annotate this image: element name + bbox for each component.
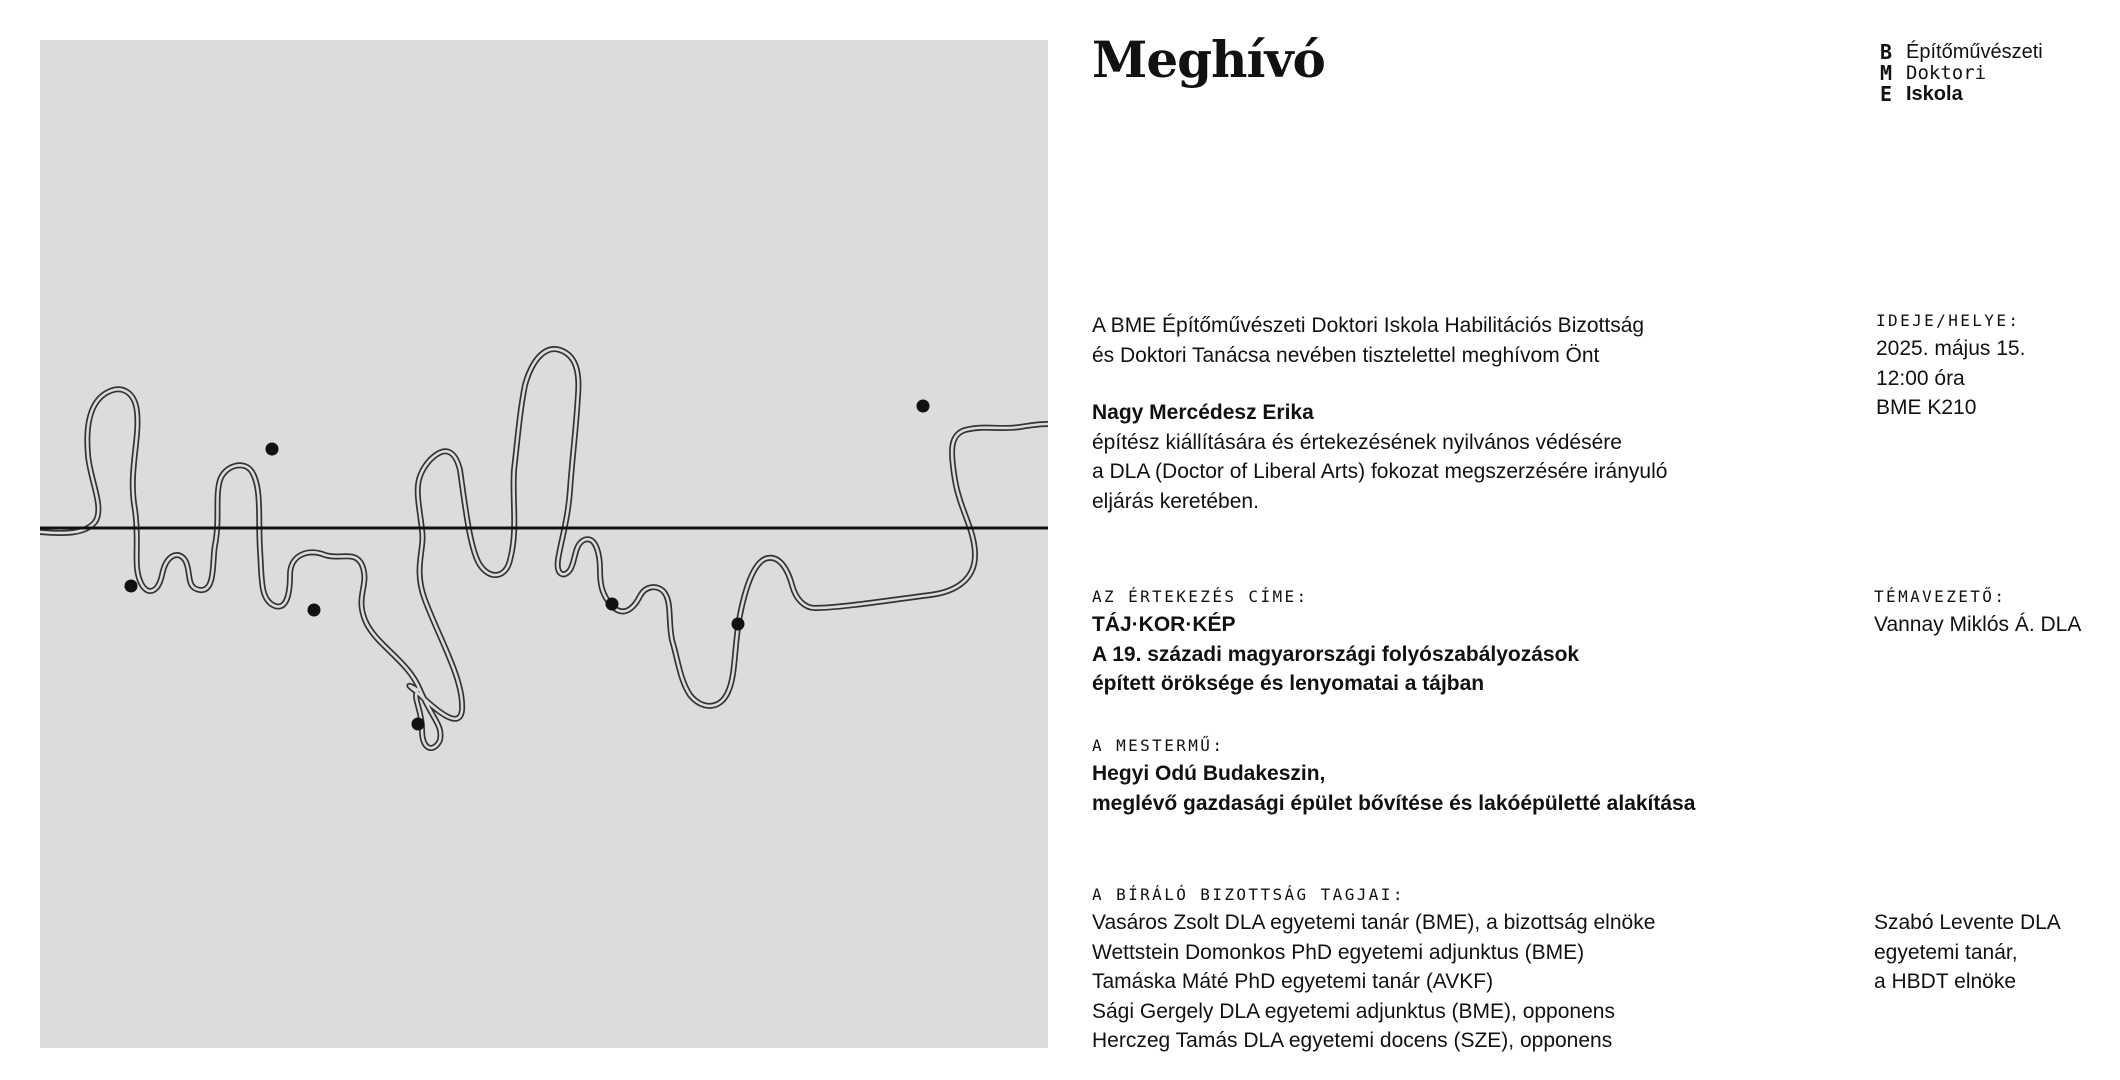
masterwork-label: A MESTERMŰ:	[1092, 736, 1225, 755]
time-place	[1876, 308, 2025, 423]
river-point	[412, 718, 425, 731]
supervisor-section	[1874, 584, 2081, 640]
committee-member: Herczeg Tamás DLA egyetemi docens (SZE), opponens	[1092, 1029, 1613, 1052]
river-drawing	[40, 40, 1048, 1048]
masterwork-section	[1092, 733, 1695, 818]
thesis-section	[1092, 584, 1579, 699]
committee-member: Tamáska Máté PhD egyetemi tanár (AVKF)	[1092, 970, 1494, 993]
committee-member: Wettstein Domonkos PhD egyetemi adjunktus (BME)	[1092, 940, 1585, 964]
candidate-name: Nagy Mercédesz Erika	[1092, 401, 1314, 424]
spacer	[1092, 370, 1667, 398]
logo-letter: E	[1880, 82, 1893, 106]
committee-label: A BÍRÁLÓ BIZOTTSÁG TAGJAI:	[1092, 885, 1405, 904]
logo-row	[1880, 84, 2043, 105]
logo-word: Építőművészeti	[1906, 41, 2043, 63]
river-outer-stroke	[40, 349, 1048, 748]
logo-row	[1880, 42, 2043, 63]
time-place-label: IDEJE/HELYE:	[1876, 311, 2021, 330]
thesis-title-line: A 19. századi magyarországi folyószabályozások	[1092, 642, 1580, 666]
supervisor-label: TÉMAVEZETŐ:	[1874, 587, 2007, 606]
river-point	[266, 443, 279, 456]
river-point	[125, 580, 138, 593]
river-artwork	[40, 40, 1048, 1048]
supervisor-name: Vannay Miklós Á. DLA	[1874, 613, 2082, 636]
thesis-label: AZ ÉRTEKEZÉS CÍME:	[1092, 587, 1309, 606]
logo-word: Iskola	[1906, 83, 1963, 105]
invitation-intro	[1092, 311, 1667, 516]
masterwork-line: Hegyi Odú Budakeszin,	[1092, 762, 1326, 785]
logo-letter: M	[1880, 61, 1893, 85]
river-point	[917, 400, 930, 413]
river-inner-stroke	[40, 349, 1048, 748]
signature-block	[1874, 908, 2061, 997]
date-text: 2025. május 15.	[1876, 337, 2026, 360]
signature-line: Szabó Levente DLA	[1874, 911, 2061, 934]
intro-desc-line: eljárás keretében.	[1092, 489, 1259, 513]
committee-section	[1092, 882, 1655, 1056]
logo-letter: B	[1880, 40, 1893, 64]
intro-line: és Doktori Tanácsa nevében tisztelettel meghívom Önt	[1092, 343, 1600, 367]
river-point	[308, 604, 321, 617]
logo-row	[1880, 63, 2043, 84]
location-text: BME K210	[1876, 396, 1977, 419]
signature-line: a HBDT elnöke	[1874, 970, 2017, 993]
bme-logo	[1880, 42, 2043, 105]
logo-word: Doktori	[1906, 62, 1987, 84]
thesis-title-line: épített öröksége és lenyomatai a tájban	[1092, 672, 1485, 695]
signature-line: egyetemi tanár,	[1874, 940, 2018, 964]
river-point	[606, 598, 619, 611]
page-title: Meghívó	[1092, 30, 1325, 89]
time-text: 12:00 óra	[1876, 366, 1965, 390]
masterwork-line: meglévő gazdasági épület bővítése és lakóépületté alakítása	[1092, 791, 1696, 815]
river-point	[732, 618, 745, 631]
intro-desc-line: a DLA (Doctor of Liberal Arts) fokozat megszerzésére irányuló	[1092, 460, 1668, 483]
intro-line: A BME Építőművészeti Doktori Iskola Habilitációs Bizottság	[1092, 314, 1645, 337]
committee-member: Sági Gergely DLA egyetemi adjunktus (BME), opponens	[1092, 999, 1615, 1023]
committee-member: Vasáros Zsolt DLA egyetemi tanár (BME), a bizottság elnöke	[1092, 911, 1656, 934]
thesis-title-line: TÁJ·KOR·KÉP	[1092, 613, 1236, 636]
intro-desc-line: építész kiállítására és értekezésének nyilvános védésére	[1092, 430, 1622, 454]
